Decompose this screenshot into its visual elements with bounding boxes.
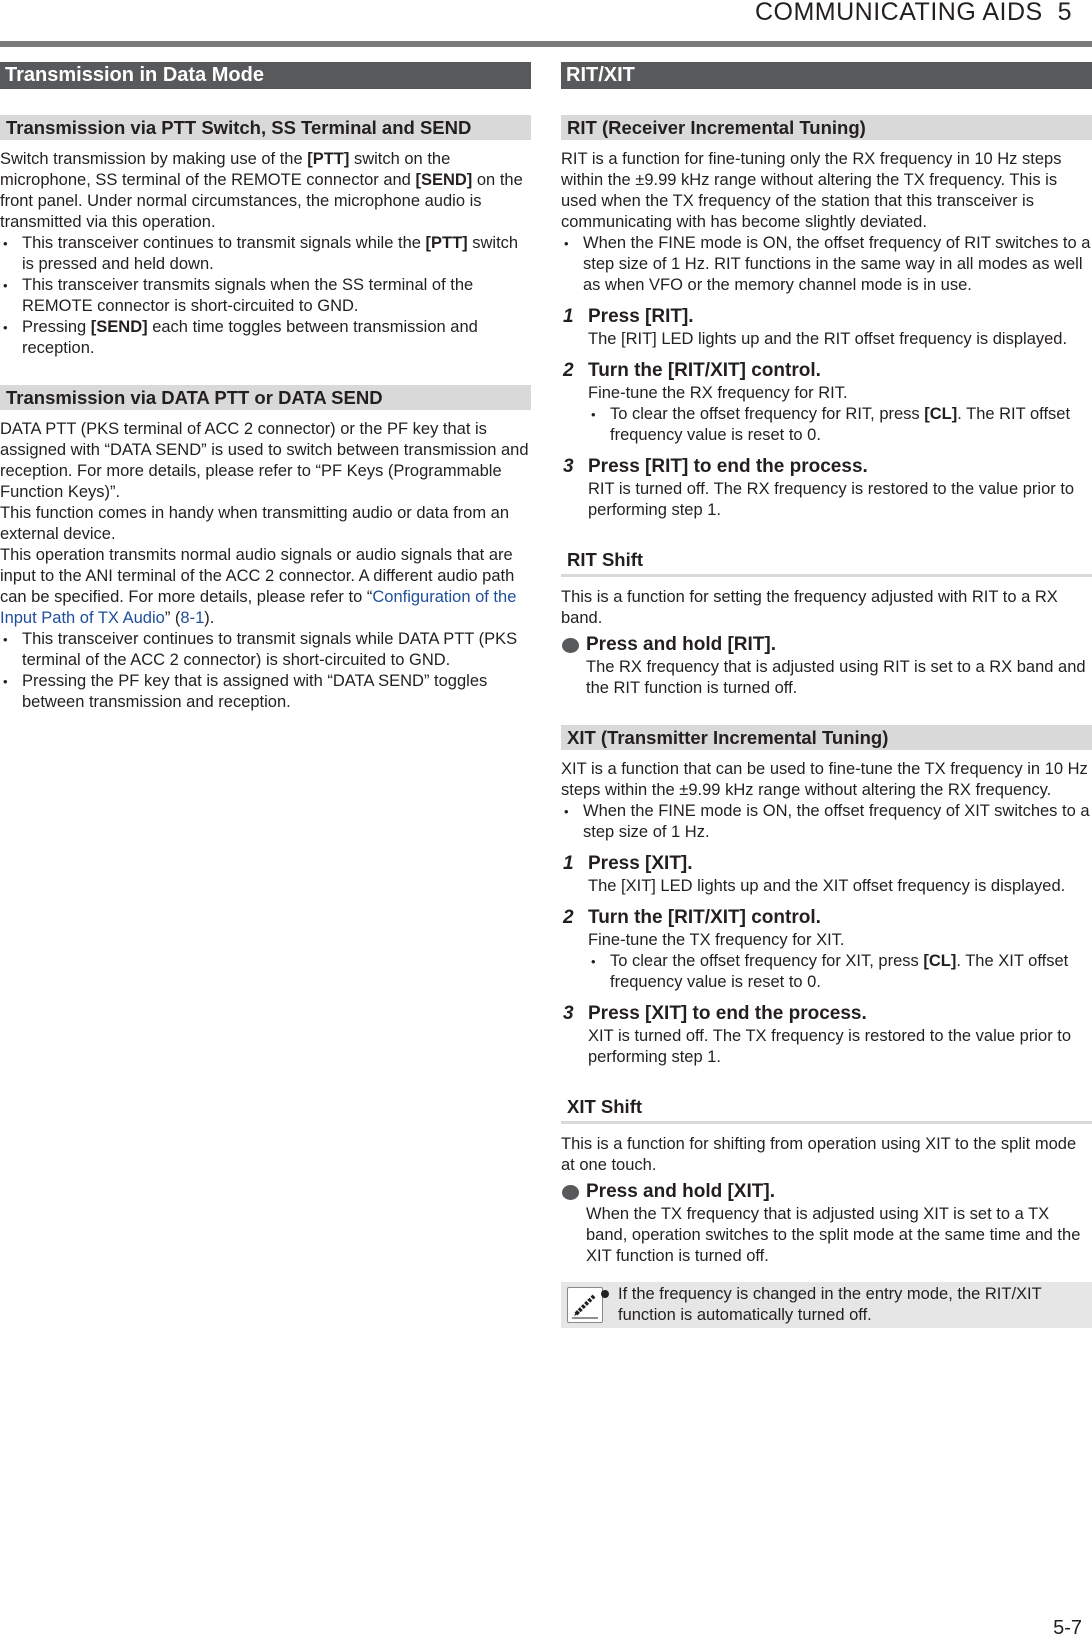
- step-body: RIT is turned off. The RX frequency is restored to the value prior to performing step 1.: [588, 480, 1075, 519]
- bullet-list: [0, 233, 531, 359]
- step-number: 3: [563, 456, 574, 477]
- procedure-step: [561, 455, 1092, 521]
- list-item: • When the FINE mode is ON, the offset frequency of XIT switches to a step size of 1 Hz.: [561, 801, 1092, 843]
- press-body: When the TX frequency that is adjusted using XIT is set to a TX band, operation switches to the split mode at the same time and the XIT function is turned off.: [586, 1205, 1081, 1265]
- step-title: Press [XIT].: [588, 853, 693, 874]
- step-title: Press [XIT] to end the process.: [588, 1003, 867, 1024]
- step-title: Press [RIT].: [588, 306, 694, 327]
- bullet-list: [588, 951, 1092, 993]
- press-and-hold-instruction: [561, 1180, 1092, 1267]
- paragraph: This function comes in handy when transmitting audio or data from an external device.: [0, 504, 510, 543]
- page-number: 5-7: [1053, 1617, 1082, 1639]
- paragraph: XIT is a function that can be used to fine-tune the TX frequency in 10 Hz steps within the ±9.99 kHz range without altering the RX frequency.: [561, 760, 1088, 799]
- section-title-rit-xit: RIT/XIT: [561, 62, 1092, 89]
- bullet-list: [0, 629, 531, 713]
- subsection-title-rit-shift: RIT Shift: [561, 547, 1092, 577]
- step-body: XIT is turned off. The TX frequency is restored to the value prior to performing step 1.: [588, 1027, 1072, 1066]
- paragraph: This is a function for shifting from operation using XIT to the split mode at one touch.: [561, 1135, 1077, 1174]
- right-column: [561, 62, 1092, 1328]
- list-item: • To clear the offset frequency for XIT, press [CL]. The XIT offset frequency value is reset to 0.: [588, 951, 1092, 993]
- subsection-title-data-ptt: Transmission via DATA PTT or DATA SEND: [0, 385, 531, 410]
- procedure-step: [561, 305, 1092, 350]
- chapter-title: COMMUNICATING AIDS: [754, 0, 1043, 26]
- procedure-step: [561, 906, 1092, 993]
- bullet-list: [561, 233, 1092, 296]
- page-reference-link[interactable]: 8-1: [180, 609, 205, 627]
- header-rule: [0, 41, 1092, 47]
- left-column: [0, 62, 531, 713]
- list-item: • Pressing [SEND] each time toggles between transmission and reception.: [0, 317, 531, 359]
- step-body: Fine-tune the RX frequency for RIT.: [588, 384, 848, 402]
- procedure-step: [561, 359, 1092, 446]
- cross-reference-link[interactable]: Configuration of the Input Path of TX Audio: [0, 588, 517, 627]
- press-body: The RX frequency that is adjusted using RIT is set to a RX band and the RIT function is turned off.: [586, 658, 1086, 697]
- step-title: Turn the [RIT/XIT] control.: [588, 907, 821, 928]
- step-body: Fine-tune the TX frequency for XIT.: [588, 931, 845, 949]
- step-body: The [RIT] LED lights up and the RIT offset frequency is displayed.: [588, 330, 1068, 348]
- note-box: [561, 1282, 1092, 1328]
- step-number: 1: [563, 306, 574, 327]
- list-item: • Pressing the PF key that is assigned with “DATA SEND” toggles between transmission and reception.: [0, 671, 531, 713]
- procedure-step: [561, 852, 1092, 897]
- subsection-title-xit-shift: XIT Shift: [561, 1094, 1092, 1124]
- pencil-icon: [567, 1287, 603, 1323]
- list-item: • To clear the offset frequency for RIT, press [CL]. The RIT offset frequency value is reset to 0.: [588, 404, 1092, 446]
- list-item: • When the FINE mode is ON, the offset frequency of RIT switches to a step size of 1 Hz. RIT functions in the same way in all modes as well as when VFO or the memory channel mode is in use.: [561, 233, 1092, 296]
- press-and-hold-icon: [562, 1185, 579, 1200]
- chapter-number: 5: [1057, 0, 1072, 26]
- step-title: Press [RIT] to end the process.: [588, 456, 868, 477]
- step-body: The [XIT] LED lights up and the XIT offset frequency is displayed.: [588, 877, 1066, 895]
- note-text: If the frequency is changed in the entry mode, the RIT/XIT function is automatically turned off.: [618, 1284, 1082, 1326]
- step-number: 2: [563, 360, 574, 381]
- press-title: Press and hold [RIT].: [586, 634, 777, 655]
- bullet-list: [588, 404, 1092, 446]
- press-and-hold-instruction: [561, 633, 1092, 699]
- press-title: Press and hold [XIT].: [586, 1181, 775, 1202]
- step-number: 2: [563, 907, 574, 928]
- step-number: 3: [563, 1003, 574, 1024]
- list-item: • This transceiver continues to transmit signals while DATA PTT (PKS terminal of the ACC 2 connector) is short-circuited to GND.: [0, 629, 531, 671]
- subsection-title-rit: RIT (Receiver Incremental Tuning): [561, 115, 1092, 140]
- step-title: Turn the [RIT/XIT] control.: [588, 360, 821, 381]
- list-item: • This transceiver transmits signals when the SS terminal of the REMOTE connector is short-circuited to GND.: [0, 275, 531, 317]
- procedure-step: [561, 1002, 1092, 1068]
- paragraph: DATA PTT (PKS terminal of ACC 2 connector) or the PF key that is assigned with “DATA SEND” is used to switch between transmission and reception. For more details, please refer to “PF Keys (Programmable Function Keys)”.: [0, 420, 529, 501]
- paragraph: Switch transmission by making use of the [PTT] switch on the microphone, SS terminal of the REMOTE connector and [SEND] on the front panel. Under normal circumstances, the microphone audio is transmitted via this operation.: [0, 150, 523, 231]
- paragraph: RIT is a function for fine-tuning only the RX frequency in 10 Hz steps within the ±9.99 kHz range without altering the TX frequency. This is used when the TX frequency of the station that this transceiver is communicating with has become slightly deviated.: [561, 150, 1062, 231]
- paragraph: This is a function for setting the frequency adjusted with RIT to a RX band.: [561, 588, 1058, 627]
- step-number: 1: [563, 853, 574, 874]
- chapter-header: [755, 0, 1072, 26]
- paragraph: This operation transmits normal audio signals or audio signals that are input to the ANI terminal of the ACC 2 connector. A different audio path can be specified. For more details, please refer to “Configuration of the Input Path of TX Audio” (8-1).: [0, 546, 517, 627]
- subsection-title-ptt: Transmission via PTT Switch, SS Terminal and SEND: [0, 115, 531, 140]
- press-and-hold-icon: [562, 638, 579, 653]
- bullet-dot-icon: [601, 1290, 609, 1298]
- list-item: • This transceiver continues to transmit signals while the [PTT] switch is pressed and held down.: [0, 233, 531, 275]
- bullet-list: [561, 801, 1092, 843]
- subsection-title-xit: XIT (Transmitter Incremental Tuning): [561, 725, 1092, 750]
- section-title-data-mode: Transmission in Data Mode: [0, 62, 531, 89]
